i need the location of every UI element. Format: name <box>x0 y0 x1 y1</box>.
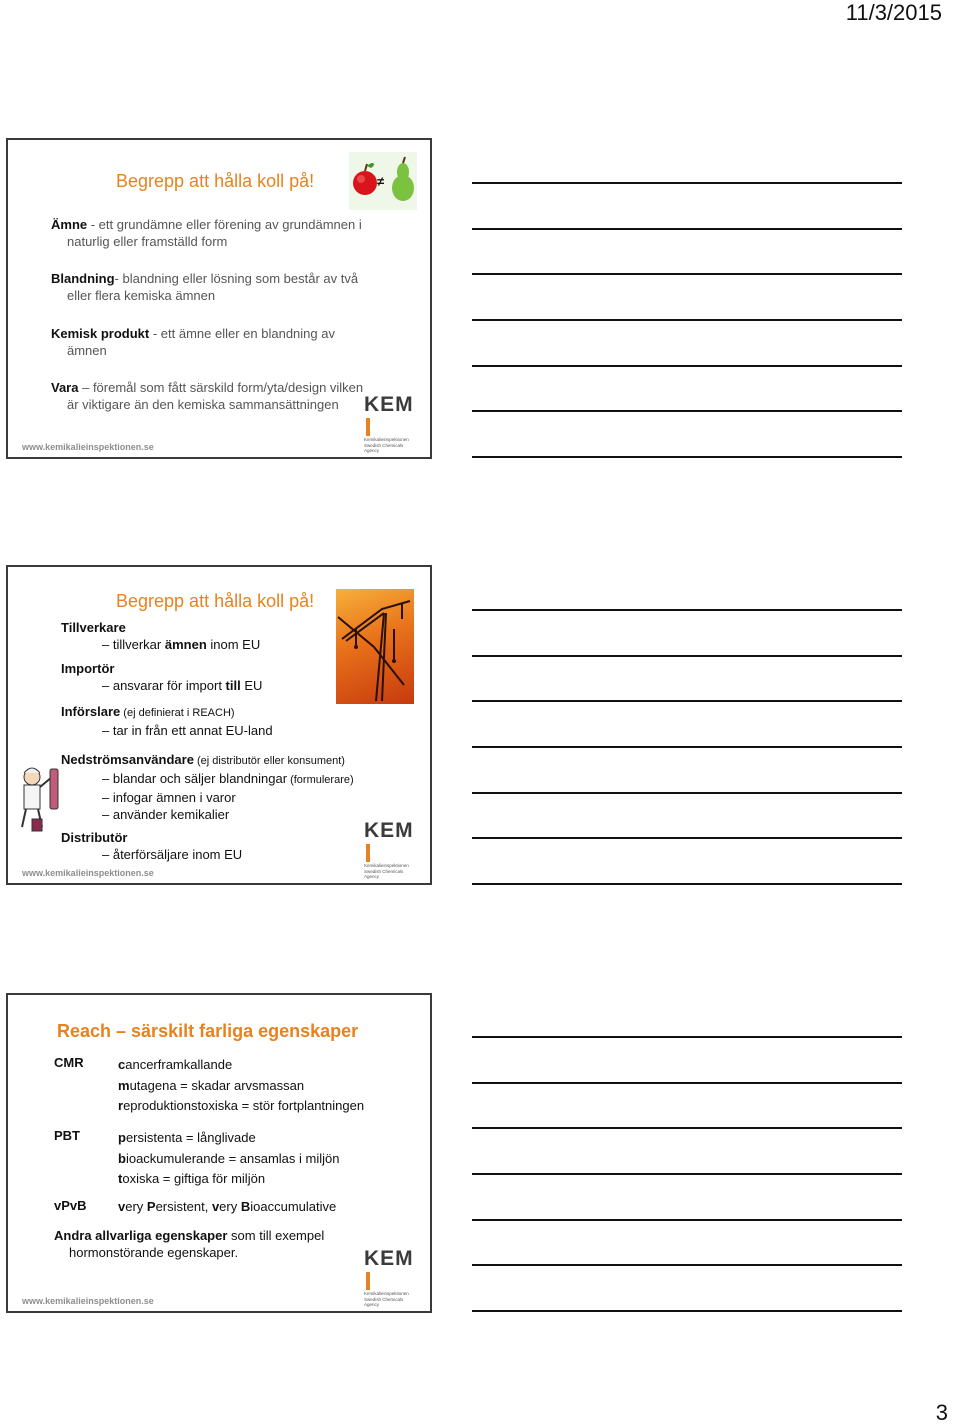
item-text: eproduktionstoxiska = stör fortplantningen <box>123 1098 365 1113</box>
term-blandning <box>51 270 411 304</box>
item-text: oxiska = giftiga för miljön <box>122 1171 266 1186</box>
kemi-logo-sub1: Kemikalieinspektionen <box>364 437 409 442</box>
term-label: Kemisk produkt <box>51 326 150 341</box>
item-text: ancerframkallande <box>125 1057 233 1072</box>
item-text: ery <box>125 1199 147 1214</box>
item-initial: m <box>118 1077 130 1093</box>
note-line <box>472 792 902 794</box>
role-sub-text: inom EU <box>206 637 261 652</box>
role-sub-text: infogar ämnen i varor <box>112 790 236 805</box>
kemi-logo-sub1: Kemikalieinspektionen <box>364 863 409 868</box>
item-text: ioackumulerande = ansamlas i miljön <box>125 1150 340 1166</box>
footer-url: www.kemikalieinspektionen.se <box>22 442 154 452</box>
apple-pear-image <box>349 152 417 210</box>
group-item <box>118 1149 339 1170</box>
role-label: Nedströmsanvändare <box>61 752 194 767</box>
group-code-vpvb: vPvB <box>54 1198 87 1213</box>
kemi-logo-sub2: Swedish Chemicals Agency <box>364 443 404 453</box>
group-code-pbt: PBT <box>54 1128 80 1143</box>
role-importor <box>61 660 262 694</box>
item-initial: t <box>118 1171 123 1186</box>
note-line <box>472 746 902 748</box>
slide-1 <box>6 138 432 459</box>
item-initial: v <box>211 1199 220 1214</box>
role-sub <box>61 722 273 739</box>
item-text: ersistent, <box>155 1199 212 1214</box>
footer-url: www.kemikalieinspektionen.se <box>22 1296 154 1306</box>
note-line <box>472 365 902 367</box>
group-item <box>118 1076 364 1097</box>
term-label: Blandning <box>51 271 115 286</box>
term-definition-cont: är viktigare än den kemiska sammansättningen <box>67 397 339 412</box>
kemi-logo <box>364 820 418 879</box>
note-line <box>472 837 902 839</box>
note-line <box>472 182 902 184</box>
note-line <box>472 273 902 275</box>
role-sub-text: återförsäljare inom EU <box>112 847 243 862</box>
role-inforslare <box>61 703 273 739</box>
kemi-logo-word: KEM <box>364 393 414 416</box>
role-sub-text: ansvarar för import <box>112 678 226 693</box>
role-label: Införslare <box>61 704 121 719</box>
andra-text: som till exempel <box>227 1228 325 1243</box>
role-sub <box>61 636 260 653</box>
slide-1-title: Begrepp att hålla koll på! <box>116 171 315 191</box>
term-definition: - blandning eller lösning som består av två <box>114 271 359 286</box>
footer-url: www.kemikalieinspektionen.se <box>22 868 154 878</box>
note-line <box>472 1264 902 1266</box>
group-items-vpvb <box>118 1198 336 1215</box>
role-label: Tillverkare <box>61 620 126 635</box>
term-label: Vara <box>51 380 79 395</box>
term-kemisk-produkt <box>51 325 411 359</box>
note-line <box>472 609 902 611</box>
role-sub-bold: ämnen <box>164 637 207 652</box>
group-item <box>118 1096 364 1117</box>
role-label: Importör <box>61 661 115 676</box>
kemi-logo-sub1: Kemikalieinspektionen <box>364 1291 409 1296</box>
andra-egenskaper <box>54 1227 324 1261</box>
group-code-cmr: CMR <box>54 1055 84 1070</box>
andra-text-cont: hormonstörande egenskaper. <box>69 1245 239 1260</box>
worker-icon <box>12 763 68 835</box>
role-sub <box>61 806 354 823</box>
kemi-logo-word: KEM <box>364 819 414 842</box>
item-text: ersistenta = långlivade <box>125 1130 256 1145</box>
item-text: ioaccumulative <box>250 1199 337 1214</box>
role-tillverkare <box>61 619 260 653</box>
item-initial: p <box>118 1130 126 1145</box>
item-text: utagena = skadar arvsmassan <box>129 1077 305 1093</box>
note-line <box>472 1219 902 1221</box>
worker-illustration <box>12 763 68 835</box>
slide-3 <box>6 993 432 1313</box>
term-definition-cont: naturlig eller framställd form <box>67 234 228 249</box>
group-item <box>118 1055 364 1076</box>
role-sub-bold: till <box>225 678 241 693</box>
role-sub-text: blandar och säljer blandningar <box>112 771 288 786</box>
note-line <box>472 655 902 657</box>
page-number: 3 <box>935 1400 948 1425</box>
note-line <box>472 410 902 412</box>
group-item <box>118 1169 339 1190</box>
group-items-pbt <box>118 1128 339 1190</box>
role-sub <box>61 846 242 863</box>
term-amne <box>51 216 411 250</box>
role-sub-note: (formulerare) <box>287 774 354 786</box>
role-sub <box>61 789 354 806</box>
page-date: 11/3/2015 <box>845 0 942 25</box>
note-line <box>472 700 902 702</box>
note-line <box>472 1173 902 1175</box>
not-equal-sign: ≠ <box>377 174 385 189</box>
role-label: Distributör <box>61 830 128 845</box>
andra-bold: Andra allvarliga egenskaper <box>54 1228 228 1243</box>
role-sub-text: tillverkar <box>112 637 165 652</box>
item-initial: B <box>240 1199 251 1214</box>
term-definition-cont: ämnen <box>67 343 107 358</box>
role-note: (ej distributör eller konsument) <box>193 755 345 767</box>
crane-icon <box>336 589 414 704</box>
item-initial: b <box>118 1150 126 1166</box>
kemi-logo-word: KEM <box>364 1247 414 1270</box>
term-definition: - ett ämne eller en blandning av <box>149 326 335 341</box>
slide-2-title: Begrepp att hålla koll på! <box>116 591 315 611</box>
kemi-logo <box>364 1248 418 1307</box>
note-line <box>472 456 902 458</box>
kemi-logo-sub2: Swedish Chemicals Agency <box>364 869 404 879</box>
slide-3-title: Reach – särskilt farliga egenskaper <box>57 1021 359 1041</box>
term-definition-cont: eller flera kemiska ämnen <box>67 288 216 303</box>
group-item <box>118 1128 339 1149</box>
role-sub <box>61 770 354 789</box>
item-text: ery <box>219 1199 241 1214</box>
term-definition: – föremål som fått särskild form/yta/design vilken <box>78 380 364 395</box>
slide-2 <box>6 565 432 885</box>
item-initial: c <box>118 1057 126 1072</box>
item-initial: v <box>118 1199 126 1214</box>
role-sub-text: EU <box>240 678 263 693</box>
group-items-cmr <box>118 1055 364 1117</box>
kemi-logo <box>364 394 418 453</box>
note-line <box>472 1310 902 1312</box>
note-line <box>472 228 902 230</box>
note-line <box>472 1127 902 1129</box>
role-distributor <box>61 829 242 863</box>
crane-photo <box>336 589 414 704</box>
kemi-logo-sub2: Swedish Chemicals Agency <box>364 1297 404 1307</box>
note-line <box>472 883 902 885</box>
item-initial: r <box>118 1098 124 1113</box>
term-definition: - ett grundämne eller förening av grundämnen i <box>87 217 362 232</box>
role-nedstromsanvandare <box>61 751 354 823</box>
role-sub-text: använder kemikalier <box>112 807 230 822</box>
role-sub <box>61 677 262 694</box>
term-label: Ämne <box>51 217 88 232</box>
note-line <box>472 1036 902 1038</box>
note-line <box>472 319 902 321</box>
note-line <box>472 1082 902 1084</box>
role-sub-text: tar in från ett annat EU-land <box>112 723 273 738</box>
role-note: (ej definierat i REACH) <box>120 707 235 719</box>
item-initial: P <box>146 1199 156 1214</box>
